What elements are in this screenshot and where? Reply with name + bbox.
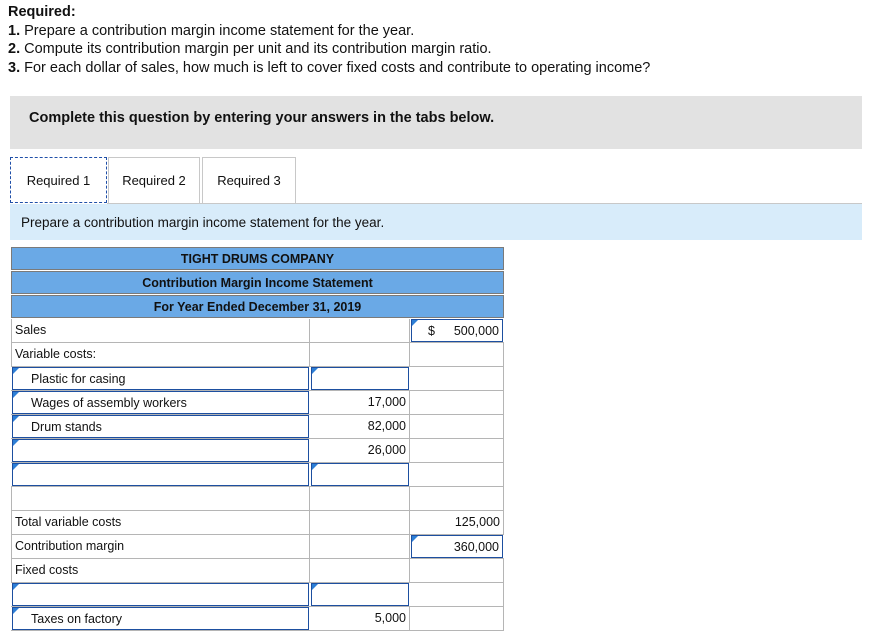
fixed-cost-amount-input-1[interactable] xyxy=(311,583,409,606)
row-right xyxy=(410,463,504,486)
table-row xyxy=(11,343,504,367)
row-mid xyxy=(310,559,410,582)
required-item-1: 1. Prepare a contribution margin income statement for the year. xyxy=(8,22,415,39)
tab-required-1[interactable]: Required 1 xyxy=(10,157,107,203)
sales-amount-input[interactable]: $ 500,000 xyxy=(411,319,503,342)
statement-title: Contribution Margin Income Statement xyxy=(11,271,504,294)
row-label: Total variable costs xyxy=(11,511,310,534)
table-row xyxy=(11,367,504,391)
variable-cost-label-input-2[interactable]: Wages of assembly workers xyxy=(12,391,309,414)
statement-period: For Year Ended December 31, 2019 xyxy=(11,295,504,318)
input-flag-icon xyxy=(13,416,19,422)
row-mid xyxy=(310,319,410,342)
fixed-cost-label-input-2[interactable]: Taxes on factory xyxy=(12,607,309,630)
row-mid: 5,000 xyxy=(310,607,410,630)
contribution-margin-input[interactable]: 360,000 xyxy=(411,535,503,558)
total-variable-costs-value: 125,000 xyxy=(410,511,504,534)
row-right xyxy=(410,343,504,366)
row-right xyxy=(410,367,504,390)
row-right xyxy=(410,607,504,630)
tab-instruction: Prepare a contribution margin income statement for the year. xyxy=(10,204,862,240)
row-right xyxy=(410,487,504,510)
instructions-banner xyxy=(10,96,862,149)
required-item-3: 3. For each dollar of sales, how much is left to cover fixed costs and contribute to operating income? xyxy=(8,59,651,76)
table-row xyxy=(11,583,504,607)
row-label xyxy=(11,487,310,510)
input-flag-icon xyxy=(312,584,318,590)
input-flag-icon xyxy=(13,440,19,446)
table-row xyxy=(11,607,504,631)
variable-cost-amount-input-1[interactable] xyxy=(311,367,409,390)
tab-required-3[interactable]: Required 3 xyxy=(202,157,296,203)
input-flag-icon xyxy=(312,368,318,374)
table-row xyxy=(11,535,504,559)
row-right xyxy=(410,559,504,582)
table-row xyxy=(11,391,504,415)
table-row xyxy=(11,511,504,535)
input-flag-icon xyxy=(13,464,19,470)
currency-symbol: $ xyxy=(428,324,435,338)
row-mid: 26,000 xyxy=(310,439,410,462)
banner-text: Complete this question by entering your answers in the tabs below. xyxy=(29,110,495,126)
table-row xyxy=(11,487,504,511)
variable-cost-label-input-5[interactable] xyxy=(12,463,309,486)
input-flag-icon xyxy=(13,368,19,374)
required-item-2: 2. Compute its contribution margin per unit and its contribution margin ratio. xyxy=(8,41,492,57)
row-mid xyxy=(310,511,410,534)
tab-required-2[interactable]: Required 2 xyxy=(108,157,200,203)
table-row xyxy=(11,463,504,487)
row-label: Contribution margin xyxy=(11,535,310,558)
row-mid xyxy=(310,343,410,366)
input-flag-icon xyxy=(412,320,418,326)
required-section xyxy=(8,3,650,77)
row-label: Fixed costs xyxy=(11,559,310,582)
row-label: Sales xyxy=(11,319,310,342)
row-right xyxy=(410,415,504,438)
row-mid: 17,000 xyxy=(310,391,410,414)
input-flag-icon xyxy=(13,392,19,398)
input-flag-icon xyxy=(13,584,19,590)
table-row xyxy=(11,439,504,463)
statement-company: TIGHT DRUMS COMPANY xyxy=(11,247,504,270)
row-right xyxy=(410,439,504,462)
row-mid xyxy=(310,487,410,510)
row-mid: 82,000 xyxy=(310,415,410,438)
required-heading: Required: xyxy=(8,4,76,20)
variable-cost-amount-input-5[interactable] xyxy=(311,463,409,486)
table-row xyxy=(11,559,504,583)
variable-cost-label-input-1[interactable]: Plastic for casing xyxy=(12,367,309,390)
input-flag-icon xyxy=(13,608,19,614)
table-row xyxy=(11,319,504,343)
variable-cost-label-input-4[interactable] xyxy=(12,439,309,462)
input-flag-icon xyxy=(312,464,318,470)
table-row xyxy=(11,415,504,439)
row-mid xyxy=(310,535,410,558)
variable-cost-label-input-3[interactable]: Drum stands xyxy=(12,415,309,438)
input-flag-icon xyxy=(412,536,418,542)
fixed-cost-label-input-1[interactable] xyxy=(12,583,309,606)
row-right xyxy=(410,583,504,606)
row-label: Variable costs: xyxy=(11,343,310,366)
row-right xyxy=(410,391,504,414)
